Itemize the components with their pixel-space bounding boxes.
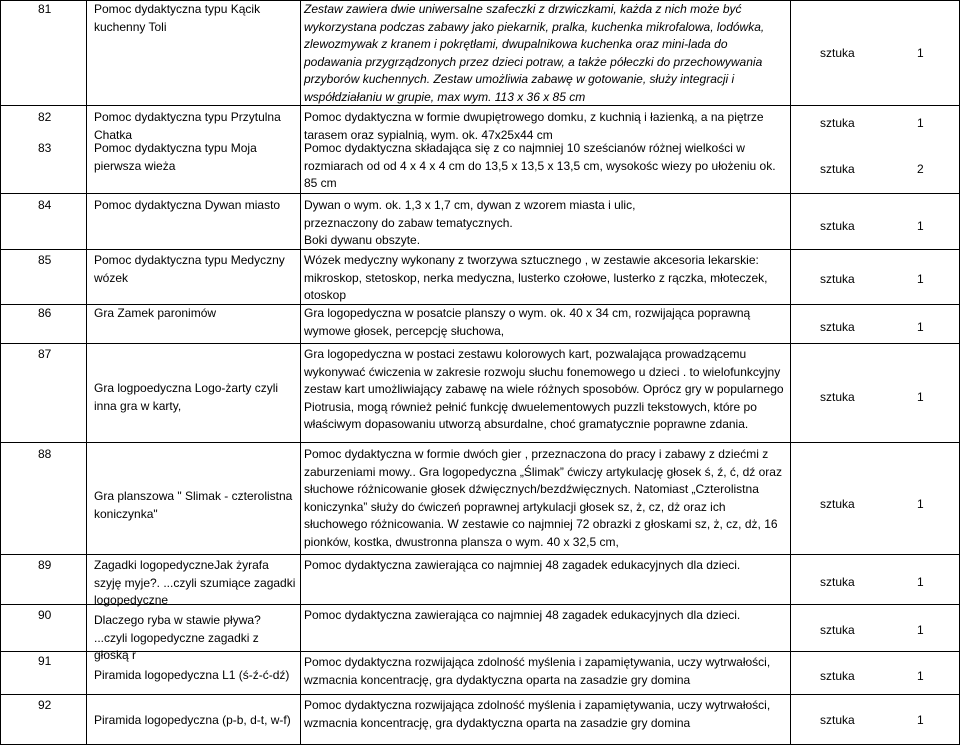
item-description: Gra logopedyczna w posatcie planszy o wym. ok. 40 x 34 cm, rozwijająca poprawną wymowe głosek, percepcję słuchowa, — [304, 306, 751, 338]
quantity: 1 — [917, 623, 924, 637]
table-row — [0, 193, 960, 249]
table-row — [0, 694, 960, 744]
item-number-group — [0, 105, 86, 193]
unit-cell — [790, 651, 960, 694]
item-description: Pomoc dydaktyczna w formie dwupiętrowego domku, z kuchnią i łazienką, a na piętrze tarasem oraz sypialnią, wym. ok. 47x25x44 cm — [304, 110, 764, 142]
quantity: 1 — [917, 219, 924, 233]
quantity: 1 — [917, 320, 924, 334]
table-row — [0, 554, 960, 607]
item-name: Pomoc dydaktyczna typu Przytulna Chatka — [94, 110, 281, 142]
unit-label: sztuka — [820, 669, 855, 683]
unit-label: sztuka — [820, 320, 855, 334]
quantity: 1 — [917, 713, 924, 727]
table-row — [0, 651, 960, 694]
item-description: Gra logopedyczna w postaci zestawu kolorowych kart, pozwalająca prowadzącemu wykonywać ćwiczenia w zakresie rozwoju słuchu fonemowego u dzieci . to wielofunkcyjny zestaw kart umożliwiający zabawę na wiele różnych sposobów. Oprócz gry w popularnego Piotrusia, mogą również pełnić funkcję dwuelementowych puzzli tekstowych, które po właściwym dopasowaniu utworzą absurdalne, choć gramatycznie poprawne zdania. — [304, 347, 784, 431]
item-number: 90 — [38, 608, 52, 622]
unit-cell — [790, 193, 960, 249]
unit-cell — [790, 249, 960, 304]
unit-cell — [790, 604, 960, 651]
unit-cell — [790, 0, 960, 105]
table-row — [0, 304, 960, 343]
item-name: Pomoc dydaktyczna typu Kącik kuchenny Toli — [94, 2, 261, 34]
item-name: Pomoc dydaktyczna typu Moja pierwsza wieża — [94, 141, 257, 173]
table-row — [0, 105, 960, 193]
item-name: Pomoc dydaktyczna Dywan miasto — [94, 198, 281, 212]
unit-label: sztuka — [820, 390, 855, 404]
table-row — [0, 442, 960, 554]
unit-label: sztuka — [820, 623, 855, 637]
table-bottom-border — [0, 744, 960, 745]
quantity: 1 — [917, 46, 924, 60]
quantity: 1 — [917, 116, 924, 130]
item-number: 85 — [38, 253, 52, 267]
item-description: Pomoc dydaktyczna rozwijająca zdolność myślenia i zapamiętywania, uczy wytrwałości, wzmacnia koncentrację, gra dydaktyczna oparta na zasadzie gry domina — [304, 698, 771, 730]
item-description: Pomoc dydaktyczna rozwijająca zdolność myślenia i zapamiętywania, uczy wytrwałości, wzmacnia koncentrację, gra dydaktyczna oparta na zasadzie gry domina — [304, 655, 771, 687]
item-name: Pomoc dydaktyczna typu Medyczny wózek — [94, 253, 285, 285]
unit-cell — [790, 442, 960, 554]
description-line: przeznaczony do zabaw tematycznych. — [304, 215, 513, 230]
item-name: Zagadki logopedyczneJak żyrafa szyję myje?. ...czyli szumiące zagadki logopedyczne — [94, 558, 296, 607]
item-description — [300, 193, 790, 249]
item-description: Pomoc dydaktyczna zawierająca co najmniej 48 zagadek edukacyjnych dla dzieci. — [304, 608, 741, 622]
table-row — [0, 0, 960, 105]
quantity: 1 — [917, 390, 924, 404]
quantity: 1 — [917, 669, 924, 683]
unit-cell — [790, 304, 960, 343]
item-number: 83 — [38, 141, 52, 155]
unit-cell — [790, 343, 960, 442]
item-number: 82 — [38, 110, 52, 124]
unit-cell — [790, 105, 960, 193]
unit-label: sztuka — [820, 46, 855, 60]
item-name: Gra planszowa " Slimak - czterolistna koniczynka" — [94, 489, 293, 521]
item-number: 88 — [38, 447, 52, 461]
item-number: 87 — [38, 347, 52, 361]
item-description-group — [300, 105, 790, 193]
unit-label: sztuka — [820, 116, 855, 130]
unit-cell — [790, 694, 960, 744]
item-name: Piramida logopedyczna (p-b, d-t, w-f) — [94, 713, 291, 727]
quantity: 1 — [917, 272, 924, 286]
unit-label: sztuka — [820, 162, 855, 176]
quantity: 2 — [917, 162, 924, 176]
item-number: 86 — [38, 306, 52, 320]
table-row — [0, 343, 960, 442]
item-name: Gra logpoedyczna Logo-żarty czyli inna gra w karty, — [94, 381, 279, 413]
item-number: 81 — [38, 2, 52, 16]
item-description: Zestaw zawiera dwie uniwersalne szafeczki z drzwiczkami, każda z nich może być wykorzystana podczas zabawy jako piekarnik, pralka, kuchenka mikrofalowa, lodówka, zlewozmywak z kranem i pokrętłami, dwupalnikowa kuchenka oraz mini-lada do podawania przygrządzonych przez dzieci potraw, a także półeczki do przechowywania przyborów kuchennych. Zestaw umożliwia zabawę w gotowanie, służy integracji i współdziałaniu w grupie, max wym. 113 x 36 x 85 cm — [304, 2, 765, 104]
table-row — [0, 249, 960, 304]
item-number: 84 — [38, 198, 52, 212]
description-line: Boki dywanu obszyte. — [304, 233, 421, 247]
item-name-group — [86, 105, 300, 193]
item-name: Dlaczego ryba w stawie pływa? ...czyli logopedyczne zagadki z głoską r — [94, 613, 261, 662]
item-description: Pomoc dydaktyczna składająca się z co najmniej 10 sześcianów różnej wielkości w rozmiarach od od 4 x 4 x 4 cm do 13,5 x 13,5 x 13,5 cm, wysokośc wiezy po ułożeniu ok. 85 cm — [304, 141, 776, 190]
unit-label: sztuka — [820, 575, 855, 589]
unit-label: sztuka — [820, 713, 855, 727]
unit-cell — [790, 554, 960, 604]
item-description: Wózek medyczny wykonany z tworzywa sztucznego , w zestawie akcesoria lekarskie: mikroskop, stetoskop, nerka medyczna, lusterko czołowe, lusterko z rączka, młoteczek, otoskop — [304, 253, 768, 302]
description-line: Dywan o wym. ok. 1,3 x 1,7 cm, dywan z wzorem miasta i ulic, — [304, 198, 636, 212]
item-description: Pomoc dydaktyczna zawierająca co najmniej 48 zagadek edukacyjnych dla dzieci. — [304, 558, 741, 572]
item-number: 91 — [38, 654, 52, 668]
item-number: 89 — [38, 558, 52, 572]
item-number: 92 — [38, 698, 52, 712]
item-name: Gra Zamek paronimów — [94, 306, 217, 320]
quantity: 1 — [917, 497, 924, 511]
unit-label: sztuka — [820, 497, 855, 511]
quantity: 1 — [917, 575, 924, 589]
item-name: Piramida logopedyczna L1 (ś-ź-ć-dź) — [94, 668, 290, 682]
unit-label: sztuka — [820, 272, 855, 286]
item-description: Pomoc dydaktyczna w formie dwóch gier , przeznaczona do pracy i zabawy z dziećmi z zaburzeniami mowy.. Gra logopedyczna „Ślimak” ćwiczy artykulację głosek ś, ź, ć, dź oraz słuchowe różnicowanie głosek dźwięcznych/bezdźwięcznych. Natomiast „Czterolistna koniczynka” służy do ćwiczeń poprawnej artykulacji głosek sz, ż, cz, dż oraz ich słuchowego różnicowania. W zestawie co najmniej 72 obrazki z głoskami sz, ż, cz, dż, 16 pionków, kostka, dwustronna plansza o wym. 40 x 32,5 cm, — [304, 447, 782, 549]
unit-label: sztuka — [820, 219, 855, 233]
